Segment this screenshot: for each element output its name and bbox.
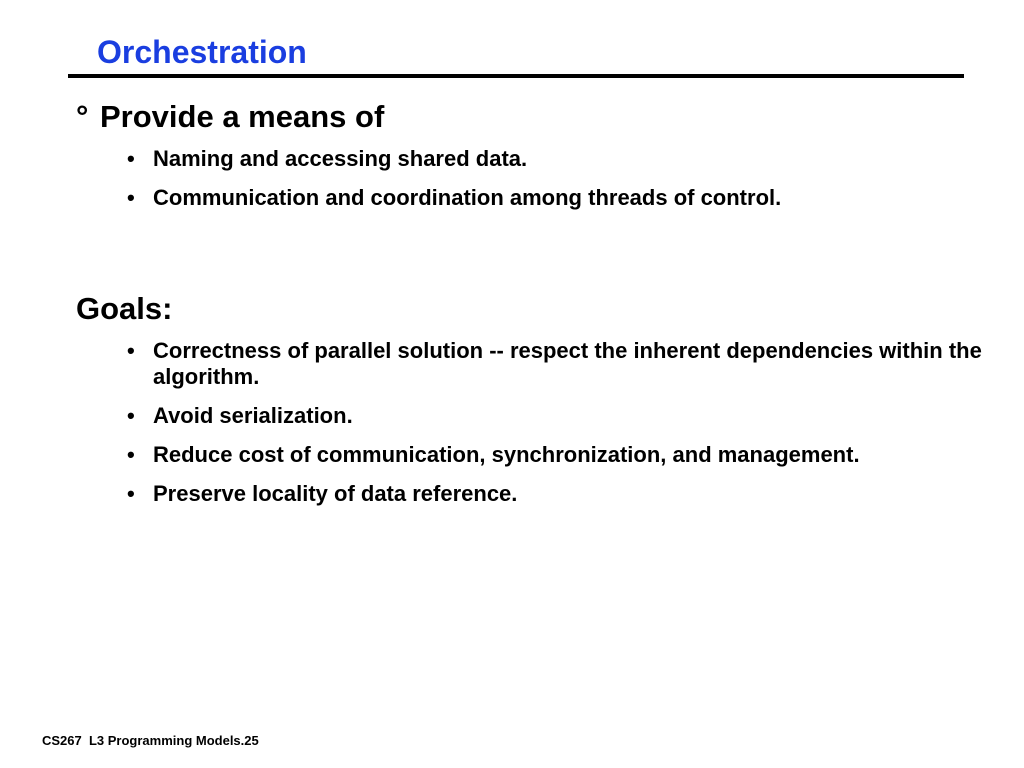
bullet-icon: • [127, 185, 135, 210]
section-heading-provide [76, 98, 384, 136]
section-heading-text: Provide a means of [100, 99, 385, 134]
bullet-icon: • [127, 146, 135, 171]
slide-title: Orchestration [97, 34, 307, 70]
bullet-icon: • [127, 403, 135, 428]
list-item [127, 442, 1007, 468]
list-item [127, 146, 1007, 172]
goals-list [127, 338, 1007, 520]
list-item [127, 481, 1007, 507]
bullet-icon: • [127, 481, 135, 506]
section-heading-goals: Goals: [76, 291, 173, 326]
bullet-icon: • [127, 442, 135, 467]
list-item-text: Communication and coordination among threads of control. [153, 185, 782, 210]
bullet-icon: • [127, 338, 135, 363]
provide-list [127, 146, 1007, 224]
title-rule [68, 74, 964, 78]
list-item [127, 338, 1007, 390]
list-item-text: Preserve locality of data reference. [153, 481, 518, 506]
slide-footer: CS267 L3 Programming Models.25 [42, 733, 259, 748]
list-item [127, 403, 1007, 429]
list-item-text: Naming and accessing shared data. [153, 146, 528, 171]
list-item [127, 185, 1007, 211]
list-item-text: Reduce cost of communication, synchronization, and management. [153, 442, 860, 467]
list-item-text: Avoid serialization. [153, 403, 353, 428]
degree-marker: ° [76, 99, 89, 134]
list-item-text: Correctness of parallel solution -- respect the inherent dependencies within the algorithm. [153, 338, 982, 389]
